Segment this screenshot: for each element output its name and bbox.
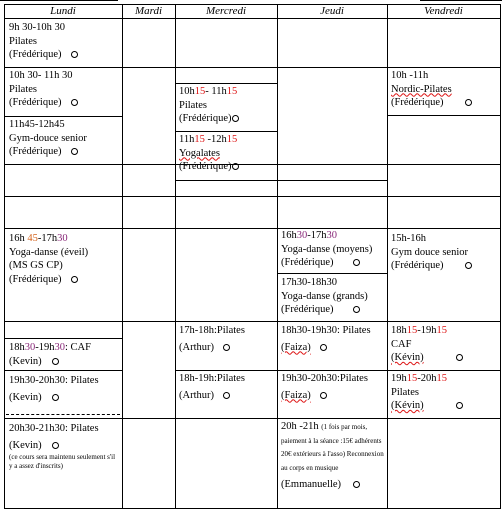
class-time: 16h 45-17h30 (9, 233, 68, 244)
class-time: 16h30-17h30 (281, 230, 337, 241)
header-bottom-line (4, 18, 500, 19)
class-time: 18h30-19h30 (281, 325, 337, 336)
class-time: 10h -11h (391, 70, 429, 81)
checkbox-circle-icon[interactable] (52, 442, 59, 449)
row-line (175, 180, 277, 181)
mercredi-class-2 (179, 133, 239, 174)
class-name: Pilates (9, 35, 37, 47)
class-teacher: (Frédérique) (179, 161, 232, 172)
class-note: (ce cours sera maintenu seulement s'il y a assez d'inscrits) (9, 453, 116, 470)
mercredi-class-4 (179, 372, 245, 402)
class-sub: (MS GS CP) (9, 260, 63, 271)
class-name: : Pilates (337, 325, 371, 336)
jeudi-class-3 (281, 324, 371, 354)
jeudi-class-5 (281, 420, 385, 492)
checkbox-circle-icon[interactable] (223, 344, 230, 351)
row-line (277, 180, 387, 181)
row-line (4, 228, 500, 229)
lundi-class-1 (9, 21, 78, 62)
row-line (277, 273, 387, 274)
row-line (4, 338, 122, 339)
header-mardi: Mardi (134, 5, 163, 17)
lundi-class-5 (9, 341, 91, 368)
row-line (175, 370, 500, 371)
class-time: 19h15-20h15 (391, 373, 447, 384)
class-name: : Pilates (65, 423, 99, 434)
class-name: Yoga-danse (moyens) (281, 243, 373, 255)
checkbox-circle-icon[interactable] (223, 392, 230, 399)
column-line (175, 4, 176, 509)
class-time: 18h-19h (179, 373, 214, 384)
class-teacher: (Frédérique) (9, 97, 62, 108)
checkbox-circle-icon[interactable] (353, 306, 360, 313)
class-name: :Pilates (337, 373, 368, 384)
checkbox-circle-icon[interactable] (465, 99, 472, 106)
class-time: 17h30-18h30 (281, 277, 337, 288)
checkbox-circle-icon[interactable] (320, 344, 327, 351)
row-line (4, 196, 500, 197)
row-line (4, 164, 500, 165)
class-teacher: (Kevin) (9, 439, 42, 451)
class-name: :Pilates (214, 373, 245, 384)
checkbox-circle-icon[interactable] (353, 481, 360, 488)
row-line (175, 83, 277, 84)
checkbox-circle-icon[interactable] (320, 392, 327, 399)
checkbox-circle-icon[interactable] (353, 259, 360, 266)
class-name: : Pilates (65, 375, 99, 386)
class-teacher: (Frédérique) (9, 146, 62, 157)
class-time: 15h-16h (391, 233, 426, 244)
class-teacher: (Frédérique) (391, 260, 444, 271)
checkbox-circle-icon[interactable] (71, 148, 78, 155)
header-mercredi: Mercredi (205, 5, 247, 17)
vendredi-class-1 (391, 69, 472, 110)
checkbox-circle-icon[interactable] (456, 402, 463, 409)
class-name: Gym douce senior (391, 246, 468, 258)
row-line (387, 115, 500, 116)
vendredi-class-4 (391, 372, 463, 413)
row-line (4, 67, 500, 68)
checkbox-circle-icon[interactable] (52, 394, 59, 401)
class-teacher: (Frédérique) (179, 113, 232, 124)
lundi-class-3 (9, 118, 87, 159)
class-teacher: (Frédérique) (281, 304, 334, 315)
row-line (4, 418, 500, 419)
class-name: Nordic-Pilates (391, 83, 452, 95)
class-name: Pilates (391, 386, 419, 398)
class-teacher: (Arthur) (179, 389, 214, 401)
class-name: Pilates (9, 83, 37, 95)
column-line (122, 4, 123, 509)
class-teacher: (Emmanuelle) (281, 479, 342, 490)
class-time: 18h30-19h30: CAF (9, 342, 91, 353)
class-time: 17h-18h (179, 325, 214, 336)
header-vendredi: Vendredi (424, 5, 463, 17)
class-teacher: (Arthur) (179, 341, 214, 353)
class-time: 11h45-12h45 (9, 119, 65, 130)
checkbox-circle-icon[interactable] (71, 99, 78, 106)
class-teacher: (Kévin) (391, 352, 424, 363)
class-time: 10h15- 11h15 (179, 86, 238, 97)
class-name: Yoga-danse (éveil) (9, 246, 89, 258)
mercredi-class-3 (179, 324, 245, 354)
checkbox-circle-icon[interactable] (456, 354, 463, 361)
class-time: 9h 30-10h 30 (9, 22, 65, 33)
column-line (500, 4, 501, 509)
checkbox-circle-icon[interactable] (465, 262, 472, 269)
class-time: 19h30-20h30 (9, 375, 65, 386)
vendredi-class-3 (391, 324, 463, 365)
class-name: Yoga-danse (grands) (281, 290, 368, 302)
class-name: Yogalates (179, 147, 220, 159)
row-line (4, 321, 500, 322)
class-note: (1 fois par mois, paiement à la séance :15€ adhérents 20€ extérieurs à l'asso) Reconnexion au corps en musique (281, 423, 384, 472)
class-teacher: (Frédérique) (9, 273, 62, 285)
class-time: 20h -21h (281, 421, 322, 432)
header-jeudi: Jeudi (320, 5, 344, 17)
lundi-class-7 (9, 422, 117, 470)
mercredi-class-1 (179, 85, 239, 126)
class-teacher: (Kevin) (9, 391, 42, 403)
table-bottom-line (4, 508, 500, 509)
vendredi-class-2 (391, 232, 472, 273)
checkbox-circle-icon[interactable] (71, 276, 78, 283)
class-name: CAF (391, 338, 412, 350)
class-teacher: (Kevin) (9, 355, 42, 367)
class-teacher: (Faiza) (281, 389, 311, 401)
row-line (4, 370, 122, 371)
checkbox-circle-icon[interactable] (71, 51, 78, 58)
jeudi-class-2 (281, 276, 368, 317)
checkbox-circle-icon[interactable] (232, 115, 239, 122)
class-time: 19h30-20h30 (281, 373, 337, 384)
header-lundi: Lundi (50, 5, 76, 17)
class-time: 11h15 -12h15 (179, 134, 238, 145)
class-time: 10h 30- 11h 30 (9, 70, 73, 81)
checkbox-circle-icon[interactable] (52, 358, 59, 365)
class-teacher: (Frédérique) (281, 257, 334, 268)
row-line (175, 131, 277, 132)
column-line (277, 4, 278, 509)
class-teacher: (Kévin) (391, 400, 424, 411)
lundi-class-6 (9, 374, 99, 404)
class-name: :Pilates (214, 325, 245, 336)
lundi-class-4 (9, 232, 88, 286)
jeudi-class-4 (281, 372, 368, 402)
class-teacher: (Faiza) (281, 341, 311, 353)
class-time: 18h15-19h15 (391, 325, 447, 336)
column-line (387, 4, 388, 509)
class-teacher: (Frédérique) (9, 49, 62, 60)
jeudi-class-1 (281, 229, 372, 270)
class-name: Pilates (179, 99, 207, 111)
column-line (4, 4, 5, 509)
row-line (4, 116, 122, 117)
class-teacher: (Frédérique) (391, 97, 444, 108)
class-name: Gym-douce senior (9, 132, 87, 144)
checkbox-circle-icon[interactable] (232, 163, 239, 170)
lundi-class-2 (9, 69, 78, 110)
class-time: 20h30-21h30 (9, 423, 65, 434)
dashed-separator (6, 414, 120, 415)
